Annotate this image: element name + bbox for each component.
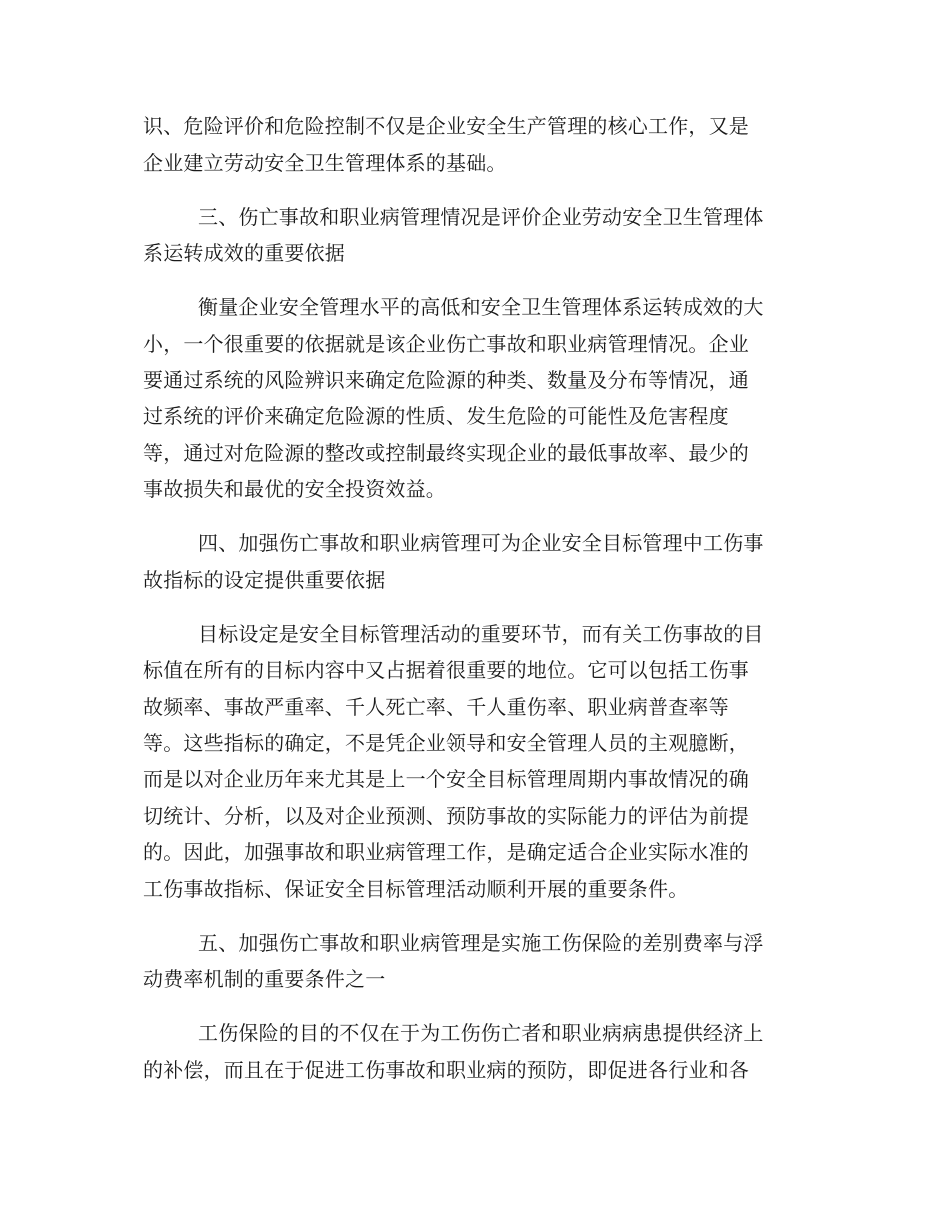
section-heading: 故指标的设定提供重要依据 bbox=[143, 568, 386, 592]
text-line: 切统计、分析，以及对企业预测、预防事故的实际能力的评估为前提 bbox=[143, 804, 749, 828]
section-heading: 三、伤亡事故和职业病管理情况是评价企业劳动安全卫生管理体 bbox=[198, 205, 764, 229]
text-line: 的补偿，而且在于促进工伤事故和职业病的预防，即促进各行业和各 bbox=[143, 1058, 749, 1082]
text-line: 小，一个很重要的依据就是该企业伤亡事故和职业病管理情况。企业 bbox=[143, 332, 749, 356]
section-heading: 动费率机制的重要条件之一 bbox=[143, 967, 386, 991]
text-line: 工伤事故指标、保证安全目标管理活动顺利开展的重要条件。 bbox=[143, 877, 689, 901]
text-line: 目标设定是安全目标管理活动的重要环节，而有关工伤事故的目 bbox=[198, 622, 764, 646]
text-line: 故频率、事故严重率、千人死亡率、千人重伤率、职业病普查率等 bbox=[143, 695, 729, 719]
text-line: 衡量企业安全管理水平的高低和安全卫生管理体系运转成效的大 bbox=[198, 295, 764, 319]
section-heading: 四、加强伤亡事故和职业病管理可为企业安全目标管理中工伤事 bbox=[198, 531, 764, 555]
text-line: 要通过系统的风险辨识来确定危险源的种类、数量及分布等情况，通 bbox=[143, 368, 749, 392]
text-line: 识、危险评价和危险控制不仅是企业安全生产管理的核心工作，又是 bbox=[143, 114, 749, 138]
text-line: 企业建立劳动安全卫生管理体系的基础。 bbox=[143, 151, 507, 175]
text-line: 工伤保险的目的不仅在于为工伤伤亡者和职业病病患提供经济上 bbox=[198, 1021, 764, 1045]
text-line: 标值在所有的目标内容中又占据着很重要的地位。它可以包括工伤事 bbox=[143, 658, 749, 682]
text-line: 等。这些指标的确定，不是凭企业领导和安全管理人员的主观臆断， bbox=[143, 731, 749, 755]
text-line: 而是以对企业历年来尤其是上一个安全目标管理周期内事故情况的确 bbox=[143, 767, 749, 791]
text-line: 过系统的评价来确定危险源的性质、发生危险的可能性及危害程度 bbox=[143, 404, 729, 428]
text-line: 的。因此，加强事故和职业病管理工作，是确定适合企业实际水准的 bbox=[143, 840, 749, 864]
section-heading: 系运转成效的重要依据 bbox=[143, 241, 345, 265]
text-line: 等，通过对危险源的整改或控制最终实现企业的最低事故率、最少的 bbox=[143, 441, 749, 465]
section-heading: 五、加强伤亡事故和职业病管理是实施工伤保险的差别费率与浮 bbox=[198, 931, 764, 955]
text-line: 事故损失和最优的安全投资效益。 bbox=[143, 477, 446, 501]
